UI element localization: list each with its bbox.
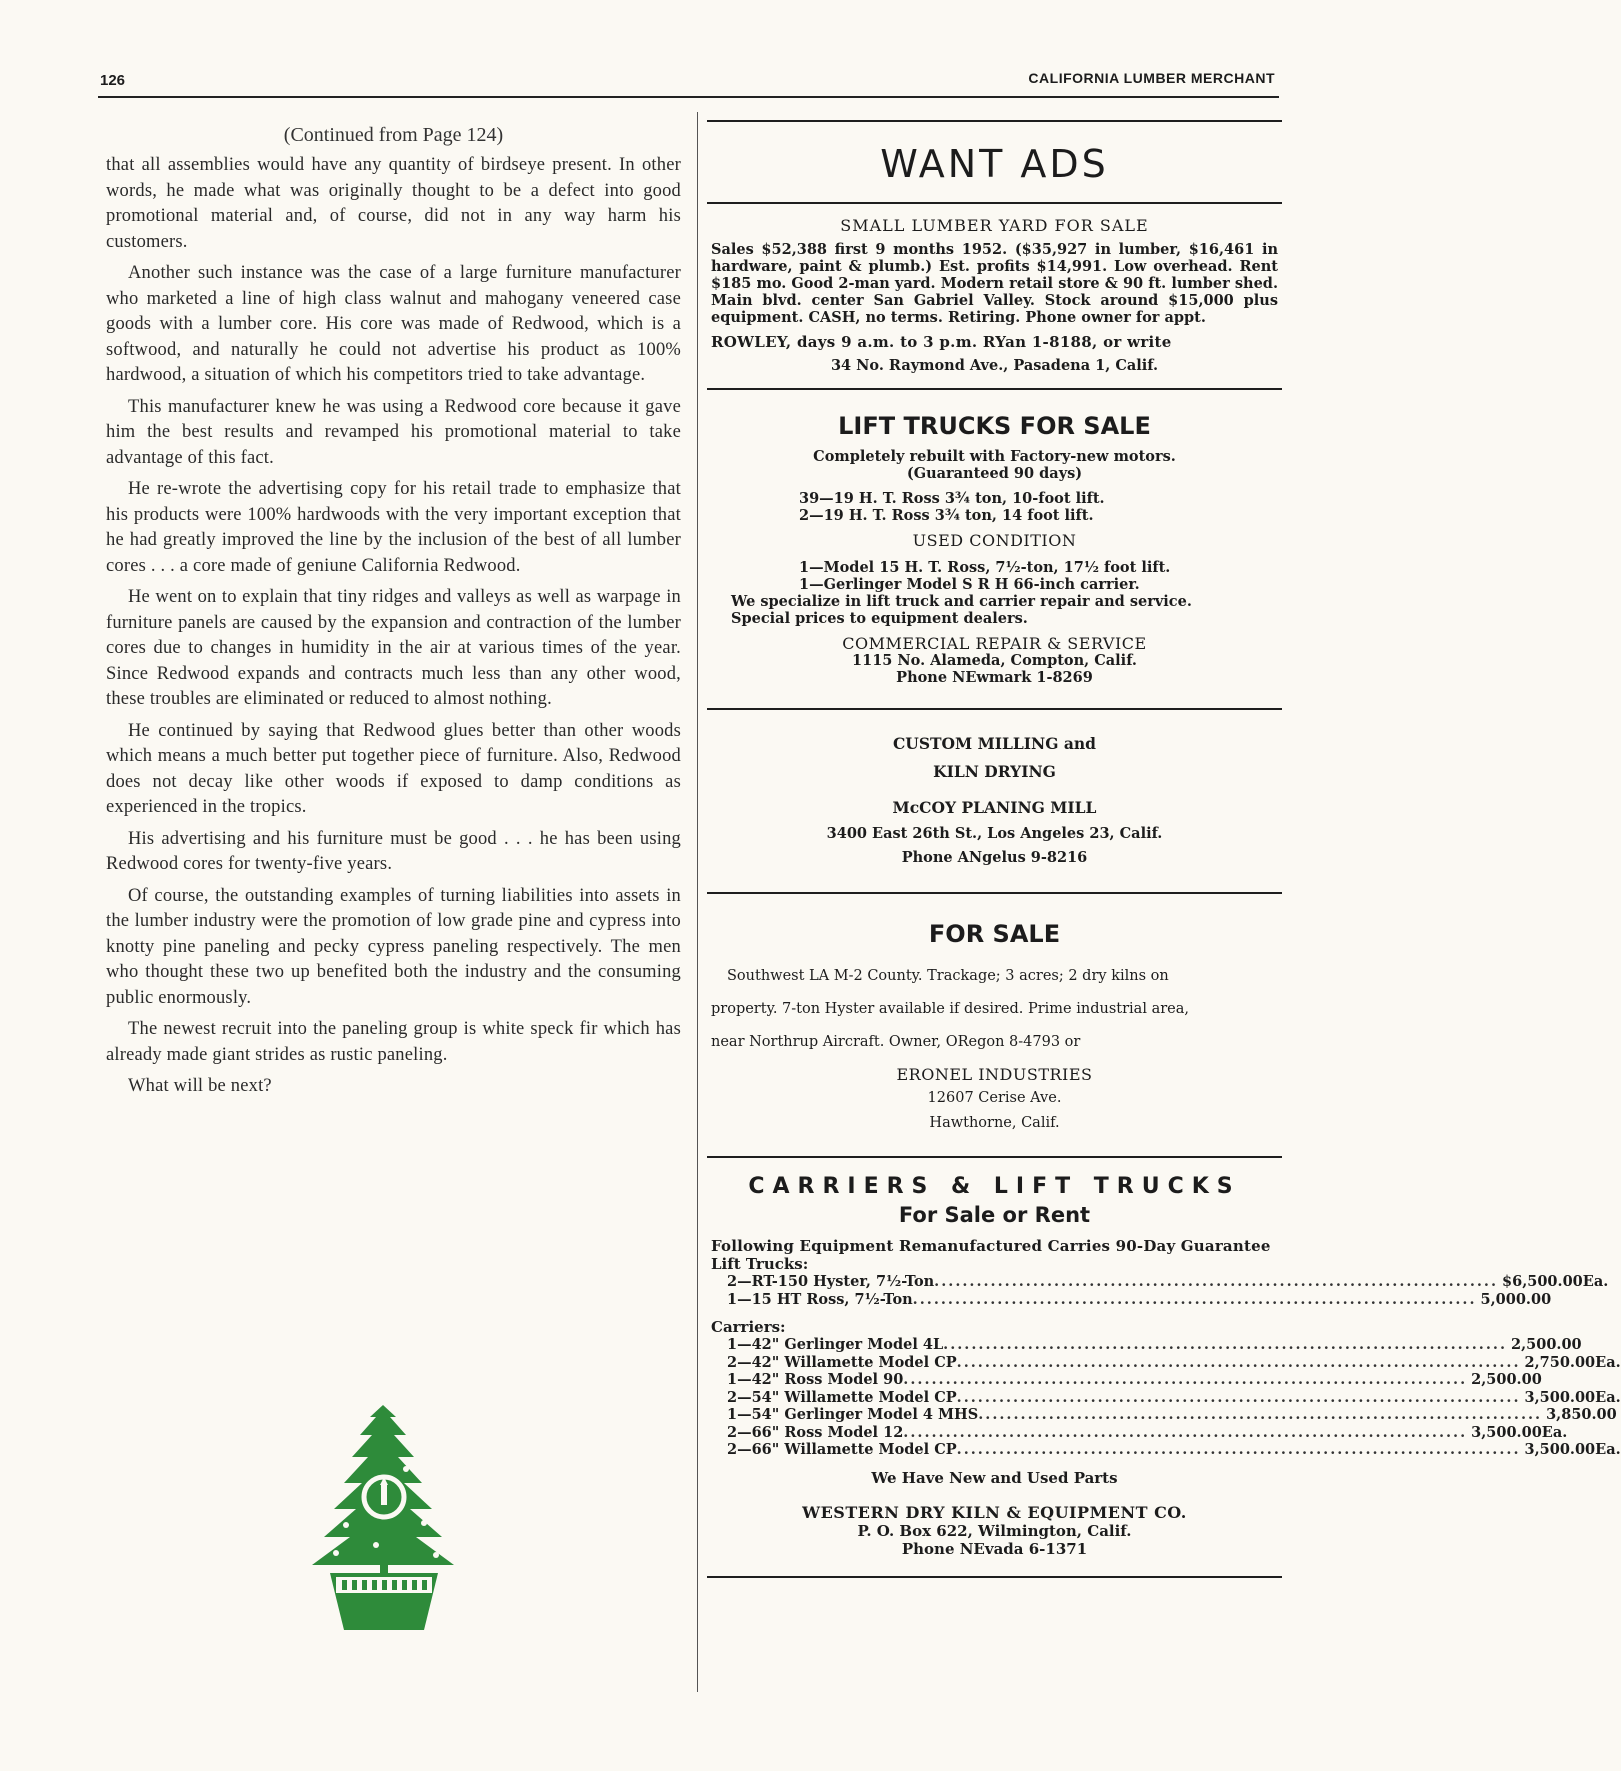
ad-company: WESTERN DRY KILN & EQUIPMENT CO. (802, 1502, 1187, 1522)
item-description: 2—66" Ross Model 12 (727, 1423, 904, 1441)
article-paragraph: that all assemblies would have any quantity of birdseye present. In other words, he made what was originally thought to be a defect into good promotional material and, of course, did not in any way harm his customers. (106, 155, 681, 252)
leader-dots: ................................................................................ (943, 1336, 1508, 1353)
ad-line: 1—Model 15 H. T. Ross, 7½-ton, 17½ foot lift. (799, 559, 1171, 576)
article-paragraph: He continued by saying that Redwood glues better than other woods which means a much better put together piece of furniture. Also, Redwood does not decay like other woods if exposed to damp conditions as experienced in the tropics. (106, 720, 681, 817)
ad-company: COMMERCIAL REPAIR & SERVICE (842, 634, 1147, 653)
price-row (727, 1423, 1568, 1442)
want-ads-column (707, 120, 1621, 1578)
ad-label: Lift Trucks: (711, 1255, 809, 1273)
ad-line: KILN DRYING (933, 762, 1056, 781)
divider (707, 1576, 1282, 1578)
price-row (727, 1290, 1552, 1309)
article-paragraph: Of course, the outstanding examples of turning liabilities into assets in the lumber industry were the promotion of low grade pine and cypress into knotty pine paneling and pecky cypress paneling respectively. The men who thought these two up benefited both the industry and the consuming public enormously. (106, 885, 681, 1008)
leader-dots: ................................................................................ (956, 1388, 1521, 1406)
ad-line: We specialize in lift truck and carrier repair and service. (731, 593, 1192, 610)
item-unit: Ea. (1595, 1441, 1621, 1458)
ad-for-sale (707, 894, 1282, 1136)
divider (707, 120, 1282, 122)
ad-address: 1115 No. Alameda, Compton, Calif. (852, 652, 1137, 669)
item-description: 1—15 HT Ross, 7½-Ton (727, 1290, 913, 1308)
ad-city: Hawthorne, Calif. (929, 1115, 1060, 1131)
item-price: 3,500.00 (1524, 1388, 1596, 1406)
christmas-tree-illustration (296, 1405, 470, 1630)
item-price: 2,500.00 (1471, 1371, 1542, 1388)
article-paragraph: The newest recruit into the paneling group is white speck fir which has already made giant strides as rustic paneling. (106, 1019, 681, 1065)
article-paragraph: Another such instance was the case of a large furniture manufacturer who marketed a line of high class walnut and mahogany veneered case goods with a lumber core. His core was made of Redwood, which is a softwood, and naturally he could not advertise his product as 100% hardwood, a situation of which his competitors tried to take advantage. (106, 263, 681, 385)
ad-line: CUSTOM MILLING and (892, 734, 1097, 753)
ad-subheading: USED CONDITION (912, 531, 1077, 550)
ad-heading: LIFT TRUCKS FOR SALE (838, 412, 1151, 440)
ad-parts: We Have New and Used Parts (871, 1468, 1118, 1487)
item-description: 1—42" Ross Model 90 (727, 1371, 904, 1388)
ad-address: 34 No. Raymond Ave., Pasadena 1, Calif. (830, 357, 1159, 374)
price-row (727, 1336, 1582, 1354)
ad-address: P. O. Box 622, Wilmington, Calif. (857, 1521, 1132, 1540)
ad-line: Southwest LA M-2 County. Trackage; 3 acres; 2 dry kilns on (727, 968, 1169, 984)
running-head: CALIFORNIA LUMBER MERCHANT (1028, 70, 1275, 86)
item-description: 2—RT-150 Hyster, 7½-Ton (727, 1273, 935, 1290)
leader-dots: ................................................................................ (903, 1371, 1468, 1388)
leader-dots: ................................................................................ (912, 1290, 1477, 1308)
ad-contact: ROWLEY, days 9 a.m. to 3 p.m. RYan 1-8188, or write (711, 333, 1172, 351)
ad-body: Sales $52,388 first 9 months 1952. ($35,927 in lumber, $16,461 in hardware, paint & plumb.) Est. profits $14,991. Low overhead. Rent $185 mo. Good 2-man yard. Modern retail store & 90 ft. lumber shed. Main blvd. center San Gabriel Valley. Stock around $15,000 plus equipment. CASH, no terms. Retiring. Phone owner for appt. (711, 241, 1278, 326)
ad-line: 39—19 H. T. Ross 3¾ ton, 10-foot lift. (799, 490, 1105, 507)
item-unit: Ea. (1582, 1273, 1609, 1290)
item-price: 3,500.00 (1471, 1423, 1542, 1441)
leader-dots: ................................................................................ (956, 1353, 1521, 1371)
ad-heading: CARRIERS & LIFT TRUCKS (748, 1174, 1241, 1199)
ad-company: McCOY PLANING MILL (892, 798, 1097, 817)
item-description: 1—42" Gerlinger Model 4L (727, 1336, 944, 1353)
price-row (727, 1353, 1621, 1372)
ad-line: near Northrup Aircraft. Owner, ORegon 8-4793 or (711, 1034, 1081, 1050)
item-description: 1—54" Gerlinger Model 4 MHS (727, 1406, 979, 1423)
item-description: 2—42" Willamette Model CP (727, 1353, 957, 1371)
article-paragraph: His advertising and his furniture must be good . . . he has been using Redwood cores for twenty-five years. (106, 828, 681, 874)
item-unit: Ea. (1595, 1353, 1621, 1371)
ad-line: Completely rebuilt with Factory-new motors. (813, 448, 1176, 465)
ad-line: (Guaranteed 90 days) (906, 465, 1083, 482)
ad-line: 2—19 H. T. Ross 3¾ ton, 14 foot lift. (799, 507, 1094, 524)
continued-note: (Continued from Page 124) (283, 124, 504, 146)
ad-custom-milling (707, 710, 1282, 870)
item-price: 3,500.00 (1524, 1441, 1596, 1458)
article-paragraph: He went on to explain that tiny ridges and valleys as well as warpage in furniture panels are caused by the expansion and contraction of the lumber cores due to changes in humidity in the air at various times of the year. Since Redwood expands and contracts much less than any other wood, these troubles are eliminated or reduced to almost nothing. (106, 587, 681, 709)
ad-label: Carriers: (711, 1318, 786, 1336)
ad-company: ERONEL INDUSTRIES (896, 1065, 1093, 1084)
leader-dots: ................................................................................ (903, 1423, 1468, 1441)
ad-line: Special prices to equipment dealers. (731, 610, 1028, 627)
ad-line: 1—Gerlinger Model S R H 66-inch carrier. (799, 576, 1140, 593)
price-row (727, 1406, 1617, 1424)
ad-phone: Phone NEwmark 1-8269 (896, 669, 1093, 686)
leader-dots: ................................................................................ (934, 1273, 1499, 1290)
item-price: 2,500.00 (1511, 1336, 1582, 1353)
price-row (727, 1441, 1621, 1459)
article-paragraph: He re-wrote the advertising copy for his retail trade to emphasize that his products were 100% hardwoods with the very important exception that he had greatly improved the line by the inclusion of the best of all lumber cores . . . a core made of geniune California Redwood. (106, 479, 681, 576)
leader-dots: ................................................................................ (978, 1406, 1543, 1423)
ad-lumber-yard (707, 204, 1282, 374)
ad-line: property. 7-ton Hyster available if desired. Prime industrial area, (711, 1001, 1189, 1017)
ad-phone: Phone ANgelus 9-8216 (901, 849, 1088, 866)
item-unit: Ea. (1541, 1423, 1568, 1441)
column-divider (697, 112, 698, 1692)
lift-truck-list (727, 1273, 1609, 1308)
item-description: 2—54" Willamette Model CP (727, 1388, 957, 1406)
item-unit: Ea. (1595, 1388, 1621, 1406)
ad-heading: SMALL LUMBER YARD FOR SALE (840, 216, 1149, 235)
item-description: 2—66" Willamette Model CP (727, 1441, 957, 1458)
ad-phone: Phone NEvada 6-1371 (901, 1539, 1088, 1558)
item-price: 5,000.00 (1480, 1290, 1552, 1308)
header-rule (98, 96, 1279, 98)
ad-intro: Following Equipment Remanufactured Carries 90-Day Guarantee (711, 1237, 1271, 1255)
leader-dots: ................................................................................ (956, 1441, 1521, 1458)
ad-lift-trucks (707, 390, 1282, 686)
price-row (727, 1273, 1609, 1291)
item-price: 3,850.00 (1546, 1406, 1617, 1423)
ad-heading: FOR SALE (928, 920, 1061, 948)
item-price: $6,500.00 (1502, 1273, 1583, 1290)
ad-subheading: For Sale or Rent (898, 1203, 1091, 1227)
want-ads-title: WANT ADS (880, 142, 1109, 186)
article-paragraph: This manufacturer knew he was using a Redwood core because it gave him the best results and revamped his promotional material to take advantage of this fact. (106, 396, 681, 468)
article-column (106, 120, 681, 1106)
ad-address: 12607 Cerise Ave. (927, 1090, 1062, 1106)
ad-address: 3400 East 26th St., Los Angeles 23, Calif. (826, 825, 1163, 842)
item-price: 2,750.00 (1524, 1353, 1596, 1371)
ad-carriers (707, 1158, 1621, 1558)
page-number: 126 (100, 72, 126, 89)
price-row (727, 1388, 1621, 1407)
carrier-list (727, 1336, 1621, 1459)
price-row (727, 1371, 1542, 1389)
article-paragraph: What will be next? (128, 1076, 272, 1096)
